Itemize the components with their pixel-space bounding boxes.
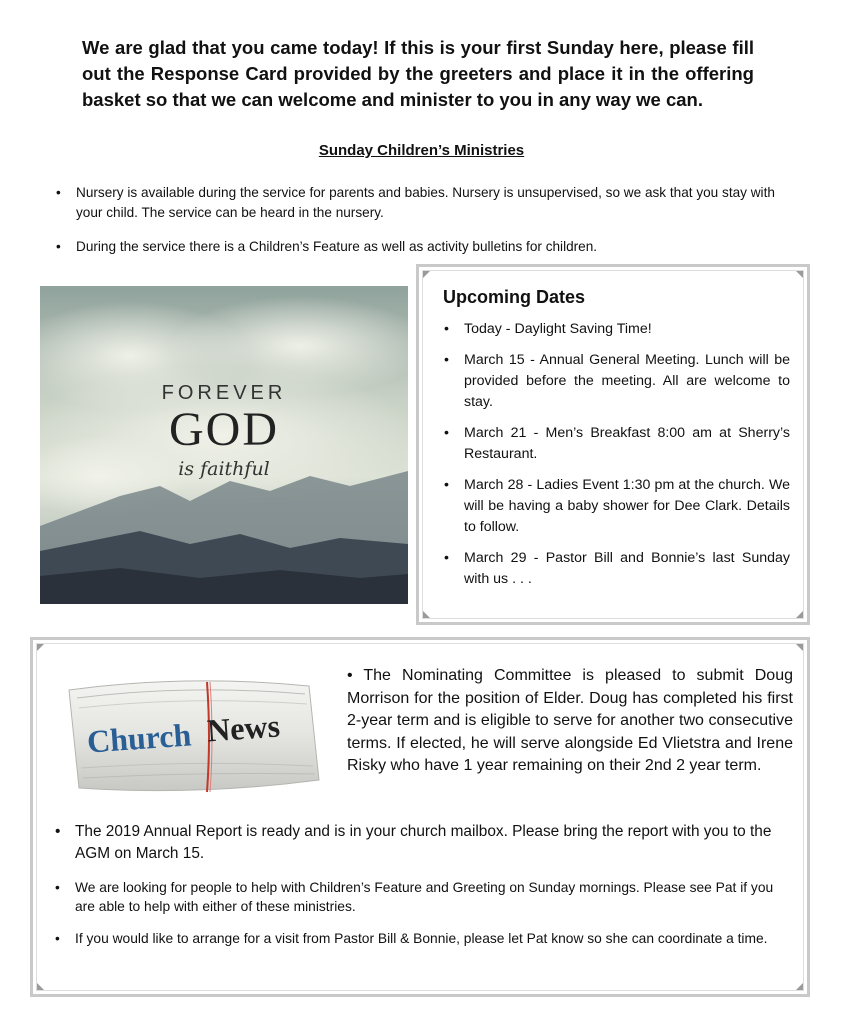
nominating-committee-notice: • The Nominating Committee is pleased to submit Doug Morrison for the position of Elder. Doug has completed his first 2-year term and is eligible to serve for another two consecutive terms. If elected, he will serve alongside Ed Vlietstra and Irene Risky who have 1 year remaining on their 2nd 2 year term. bbox=[347, 667, 793, 774]
church-news-box bbox=[30, 637, 810, 997]
list-item: • If you would like to arrange for a visit from Pastor Bill & Bonnie, please let Pat know so she can coordinate a time. bbox=[51, 929, 793, 948]
list-item: • Nursery is available during the service for parents and babies. Nursery is unsupervised, so we ask that you stay with your child. The service can be heard in the nursery. bbox=[52, 183, 804, 223]
upcoming-dates-list bbox=[440, 319, 790, 600]
corner-ornament bbox=[796, 611, 803, 618]
photo-text-faithful: is faithful bbox=[178, 458, 270, 480]
corner-ornament bbox=[796, 983, 803, 990]
photo-text-forever: FOREVER bbox=[161, 382, 287, 404]
upcoming-dates-box bbox=[416, 264, 810, 625]
corner-ornament bbox=[423, 611, 430, 618]
list-item: • March 28 - Ladies Event 1:30 pm at the church. We will be having a baby shower for Dee Clark. Details to follow. bbox=[440, 475, 790, 538]
photo-text-god: GOD bbox=[169, 403, 279, 456]
church-news-logo bbox=[57, 668, 329, 802]
church-word: Church bbox=[85, 716, 193, 760]
list-item: • The 2019 Annual Report is ready and is in your church mailbox. Please bring the report with you to the AGM on March 15. bbox=[51, 821, 793, 865]
news-word: News bbox=[205, 707, 282, 749]
forever-god-image bbox=[40, 286, 408, 604]
list-item: • Today - Daylight Saving Time! bbox=[440, 319, 790, 340]
welcome-message: We are glad that you came today! If this is your first Sunday here, please fill out the Response Card provided by the greeters and place it in the offering basket so that we can welcome and minister to you in any way we can. bbox=[82, 37, 754, 110]
church-news-list bbox=[51, 821, 793, 961]
list-item: • We are looking for people to help with Children’s Feature and Greeting on Sunday mornings. Please see Pat if you are able to help with either of these ministries. bbox=[51, 878, 793, 916]
childrens-ministries-list bbox=[52, 183, 804, 271]
list-item: • March 21 - Men’s Breakfast 8:00 am at Sherry’s Restaurant. bbox=[440, 423, 790, 465]
corner-ornament bbox=[37, 983, 44, 990]
list-item: • During the service there is a Children’s Feature as well as activity bulletins for children. bbox=[52, 237, 804, 257]
corner-ornament bbox=[796, 644, 803, 651]
list-item: • March 29 - Pastor Bill and Bonnie’s last Sunday with us . . . bbox=[440, 548, 790, 590]
childrens-ministries-heading: Sunday Children’s Ministries bbox=[318, 142, 525, 159]
corner-ornament bbox=[796, 271, 803, 278]
upcoming-dates-title: Upcoming Dates bbox=[443, 287, 586, 307]
corner-ornament bbox=[37, 644, 44, 651]
list-item: • March 15 - Annual General Meeting. Lunch will be provided before the meeting. All are welcome to stay. bbox=[440, 350, 790, 413]
corner-ornament bbox=[423, 271, 430, 278]
